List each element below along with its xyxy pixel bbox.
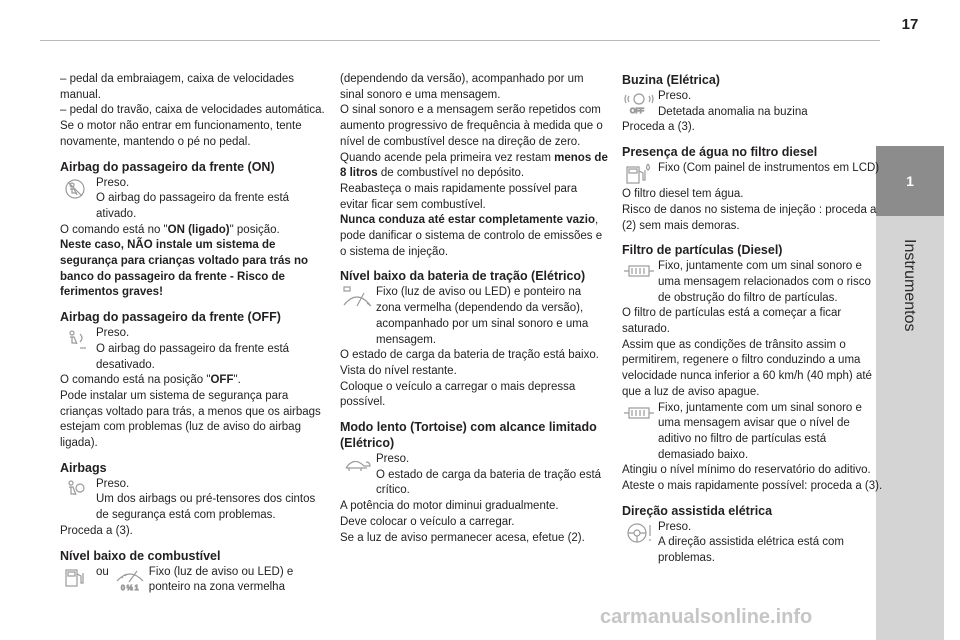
page-number: 17 xyxy=(901,16,919,33)
airbag-on-icon xyxy=(60,176,94,202)
warning-entry xyxy=(340,452,608,499)
paragraph: O estado de carga da bateria de tração está baixo. xyxy=(340,349,599,362)
paragraph: Pode instalar um sistema de segurança para crianças voltado para trás, a menos que os airbags estejam com problemas (luz de aviso do airbag ligada). xyxy=(60,389,321,450)
warning-desc: Um dos airbags ou pré-tensores dos cintos de segurança está com problemas. xyxy=(96,493,316,522)
section-heading: Nível baixo de combustível xyxy=(60,548,221,563)
column-1 xyxy=(60,72,328,596)
or-label: ou xyxy=(96,565,109,578)
water-in-diesel-icon xyxy=(622,161,656,187)
chapter-title: Instrumentos xyxy=(901,238,918,332)
steering-wheel-warning-icon xyxy=(622,520,656,546)
paragraph: Coloque o veículo a carregar o mais depressa possível. xyxy=(340,380,576,409)
danger-warning: Neste caso, NÃO instale um sistema de segurança para crianças voltado para trás no banco do passageiro da frente - Risco de ferimentos graves! xyxy=(60,239,308,299)
warning-entry xyxy=(340,285,608,348)
warning-desc: O estado de carga da bateria de tração está crítico. xyxy=(376,468,602,497)
warning-state: Preso. xyxy=(376,453,410,466)
paragraph: O filtro de partículas está a começar a ficar saturado. xyxy=(622,307,842,336)
header-rule xyxy=(40,40,880,41)
section-heading: Buzina (Elétrica) xyxy=(622,73,720,87)
paragraph: Ateste o mais rapidamente possível: proceda a (3). xyxy=(622,480,883,493)
warning-state: Preso. xyxy=(96,327,130,340)
column-2 xyxy=(340,72,608,546)
svg-text:0 ½ 1: 0 ½ 1 xyxy=(120,584,139,591)
paragraph: (dependendo da versão), acompanhado por um sinal sonoro e uma mensagem. xyxy=(340,73,584,101)
paragraph: Assim que as condições de trânsito assim o permitirem, regenere o filtro conduzindo a uma velocidade nunca inferior a 60 km/h (40 mph) até que a luz de aviso apague. xyxy=(622,338,872,398)
warning-entry xyxy=(60,326,328,373)
paragraph: Nunca conduza até estar completamente vazio, pode danificar o sistema de controlo de emissões e o sistema de injeção. xyxy=(340,214,603,258)
svg-text:OFF: OFF xyxy=(630,108,644,115)
paragraph: O comando está no "ON (ligado)" posição. xyxy=(60,223,280,236)
paragraph: Deve colocar o veículo a carregar. xyxy=(340,515,515,528)
warning-state: Fixo, juntamente com um sinal sonoro e uma mensagem relacionados com o risco de obstrução do filtro de partículas. xyxy=(658,260,871,304)
section-heading: Modo lento (Tortoise) com alcance limitado (Elétrico) xyxy=(340,420,597,451)
warning-state: Preso. xyxy=(658,520,692,533)
chapter-tab[interactable]: 1 xyxy=(876,146,944,216)
paragraph: Risco de danos no sistema de injeção : proceda a (2) sem mais demoras. xyxy=(622,203,877,232)
intro-line: – pedal do travão, caixa de velocidades automática. xyxy=(60,104,325,117)
section-heading: Filtro de partículas (Diesel) xyxy=(622,243,783,258)
section-heading: Airbag do passageiro da frente (ON) xyxy=(60,159,275,174)
paragraph: Atingiu o nível mínimo do reservatório do aditivo. xyxy=(622,464,871,477)
paragraph: Proceda a (3). xyxy=(622,121,695,134)
section-heading: Airbag do passageiro da frente (OFF) xyxy=(60,310,281,325)
particle-filter-icon xyxy=(622,259,656,285)
intro-line: Se o motor não entrar em funcionamento, tente novamente, mantendo o pé no pedal. xyxy=(60,120,302,148)
warning-entry xyxy=(622,520,884,567)
paragraph: Proceda a (3). xyxy=(60,524,133,537)
fuel-pump-icon xyxy=(60,565,94,591)
tortoise-icon xyxy=(340,452,374,478)
battery-gauge-icon xyxy=(340,285,374,311)
paragraph: Reabasteça o mais rapidamente possível para evitar ficar sem combustível. xyxy=(340,182,578,211)
paragraph: O comando está na posição "OFF". xyxy=(60,374,241,387)
airbag-off-icon xyxy=(60,326,94,352)
warning-state: Fixo (luz de aviso ou LED) e ponteiro na zona vermelha xyxy=(148,565,294,594)
warning-entry xyxy=(60,565,328,596)
warning-desc: O airbag do passageiro da frente está desativado. xyxy=(96,342,290,371)
column-3 xyxy=(622,72,884,567)
fuel-gauge-icon xyxy=(113,565,147,591)
intro-line: – pedal da embraiagem, caixa de velocidades manual. xyxy=(60,73,294,101)
warning-entry xyxy=(622,259,884,306)
warning-entry xyxy=(622,161,884,187)
warning-entry xyxy=(622,401,884,464)
warning-state: Preso. xyxy=(96,176,130,189)
section-heading: Direção assistida elétrica xyxy=(622,503,773,518)
warning-desc: A direção assistida elétrica está com problemas. xyxy=(658,536,845,565)
paragraph: A potência do motor diminui gradualmente. xyxy=(340,500,559,513)
warning-desc: O airbag do passageiro da frente está ativado. xyxy=(96,192,290,220)
warning-state: Fixo, juntamente com um sinal sonoro e uma mensagem avisar que o nível de aditivo no filtro de partículas está demasiado baixo. xyxy=(658,401,862,461)
paragraph: O filtro diesel tem água. xyxy=(622,188,744,201)
warning-state: Fixo (luz de aviso ou LED) e ponteiro na zona vermelha (dependendo da versão), acompanhado por um sinal sonoro e uma mensagem. xyxy=(376,286,589,346)
warning-entry xyxy=(60,477,328,524)
paragraph: Se a luz de aviso permanecer acesa, efetue (2). xyxy=(340,531,585,544)
warning-state: Preso. xyxy=(96,477,130,490)
warning-state: Preso. xyxy=(658,90,692,102)
warning-desc: Detetada anomalia na buzina xyxy=(658,105,808,118)
particle-filter-additive-icon xyxy=(622,401,656,427)
paragraph: Vista do nível restante. xyxy=(340,364,457,377)
paragraph: O sinal sonoro e a mensagem serão repetidos com aumento progressivo de frequência à medida que o nível de combustível desce na direção de zero. xyxy=(340,104,603,148)
airbag-fault-icon xyxy=(60,477,94,503)
warning-state: Fixo (Com painel de instrumentos em LCD) xyxy=(658,162,880,175)
section-heading: Presença de água no filtro diesel xyxy=(622,145,818,160)
section-heading: Airbags xyxy=(60,460,107,475)
section-heading: Nível baixo da bateria de tração (Elétrico) xyxy=(340,269,586,284)
warning-entry xyxy=(622,89,884,120)
horn-icon xyxy=(622,89,656,115)
warning-entry xyxy=(60,176,328,223)
paragraph: Quando acende pela primeira vez restam menos de 8 litros de combustível no depósito. xyxy=(340,151,608,180)
watermark: carmanualsonline.info xyxy=(600,606,813,628)
